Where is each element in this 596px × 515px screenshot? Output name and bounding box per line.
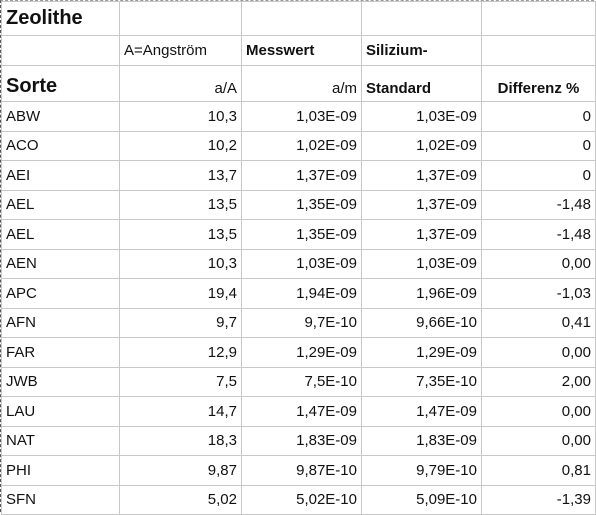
- aA-cell[interactable]: 14,7: [120, 397, 242, 427]
- differenz-cell[interactable]: 0,00: [482, 426, 596, 456]
- silizium-header[interactable]: Silizium-: [362, 36, 482, 66]
- sorte-cell[interactable]: AEN: [2, 249, 120, 279]
- am-cell[interactable]: 1,29E-09: [242, 338, 362, 368]
- am-cell[interactable]: 1,94E-09: [242, 279, 362, 309]
- am-cell[interactable]: 5,02E-10: [242, 485, 362, 515]
- am-cell[interactable]: 1,03E-09: [242, 249, 362, 279]
- standard-cell[interactable]: 1,02E-09: [362, 131, 482, 161]
- aA-cell[interactable]: 7,5: [120, 367, 242, 397]
- aA-cell[interactable]: 5,02: [120, 485, 242, 515]
- sorte-cell[interactable]: ACO: [2, 131, 120, 161]
- am-cell[interactable]: 1,03E-09: [242, 102, 362, 132]
- standard-cell[interactable]: 9,79E-10: [362, 456, 482, 486]
- differenz-cell[interactable]: 0,41: [482, 308, 596, 338]
- aA-header[interactable]: a/A: [120, 66, 242, 102]
- table-row: [2, 190, 596, 220]
- standard-cell[interactable]: 1,29E-09: [362, 338, 482, 368]
- standard-cell[interactable]: 5,09E-10: [362, 485, 482, 515]
- empty-cell[interactable]: [2, 36, 120, 66]
- table-row: [2, 220, 596, 250]
- empty-cell[interactable]: [242, 2, 362, 36]
- empty-cell[interactable]: [482, 2, 596, 36]
- aA-cell[interactable]: 18,3: [120, 426, 242, 456]
- sorte-cell[interactable]: PHI: [2, 456, 120, 486]
- standard-cell[interactable]: 1,37E-09: [362, 161, 482, 191]
- differenz-cell[interactable]: 0,00: [482, 338, 596, 368]
- table-row: [2, 426, 596, 456]
- table-row: [2, 338, 596, 368]
- aA-cell[interactable]: 9,87: [120, 456, 242, 486]
- aA-cell[interactable]: 10,2: [120, 131, 242, 161]
- differenz-cell[interactable]: -1,03: [482, 279, 596, 309]
- am-cell[interactable]: 1,35E-09: [242, 190, 362, 220]
- standard-cell[interactable]: 1,37E-09: [362, 190, 482, 220]
- differenz-cell[interactable]: 0,00: [482, 249, 596, 279]
- am-cell[interactable]: 9,7E-10: [242, 308, 362, 338]
- aA-cell[interactable]: 9,7: [120, 308, 242, 338]
- standard-cell[interactable]: 1,03E-09: [362, 102, 482, 132]
- am-cell[interactable]: 7,5E-10: [242, 367, 362, 397]
- am-cell[interactable]: 1,37E-09: [242, 161, 362, 191]
- table-row: [2, 279, 596, 309]
- sorte-cell[interactable]: NAT: [2, 426, 120, 456]
- differenz-cell[interactable]: -1,48: [482, 190, 596, 220]
- standard-cell[interactable]: 9,66E-10: [362, 308, 482, 338]
- aA-cell[interactable]: 10,3: [120, 249, 242, 279]
- standard-cell[interactable]: 1,47E-09: [362, 397, 482, 427]
- aA-cell[interactable]: 13,7: [120, 161, 242, 191]
- aA-cell[interactable]: 19,4: [120, 279, 242, 309]
- standard-cell[interactable]: 1,03E-09: [362, 249, 482, 279]
- sorte-cell[interactable]: AEL: [2, 190, 120, 220]
- am-cell[interactable]: 9,87E-10: [242, 456, 362, 486]
- differenz-cell[interactable]: 0: [482, 161, 596, 191]
- standard-header[interactable]: Standard: [362, 66, 482, 102]
- differenz-cell[interactable]: 0: [482, 131, 596, 161]
- sorte-header[interactable]: Sorte: [2, 66, 120, 102]
- am-header[interactable]: a/m: [242, 66, 362, 102]
- table-row: [2, 161, 596, 191]
- sorte-cell[interactable]: AEL: [2, 220, 120, 250]
- table-title[interactable]: Zeolithe: [2, 2, 120, 36]
- unit-note-header[interactable]: A=Angström: [120, 36, 242, 66]
- differenz-cell[interactable]: -1,48: [482, 220, 596, 250]
- aA-cell[interactable]: 13,5: [120, 190, 242, 220]
- table-row: [2, 456, 596, 486]
- differenz-header[interactable]: Differenz %: [482, 66, 596, 102]
- differenz-cell[interactable]: 0,00: [482, 397, 596, 427]
- header-row-2: [2, 66, 596, 102]
- table-row: [2, 397, 596, 427]
- aA-cell[interactable]: 12,9: [120, 338, 242, 368]
- messwert-header[interactable]: Messwert: [242, 36, 362, 66]
- differenz-cell[interactable]: 0: [482, 102, 596, 132]
- table-row: [2, 485, 596, 515]
- table-row: [2, 367, 596, 397]
- header-row-1: [2, 36, 596, 66]
- sorte-cell[interactable]: LAU: [2, 397, 120, 427]
- differenz-cell[interactable]: -1,39: [482, 485, 596, 515]
- standard-cell[interactable]: 1,37E-09: [362, 220, 482, 250]
- standard-cell[interactable]: 7,35E-10: [362, 367, 482, 397]
- am-cell[interactable]: 1,83E-09: [242, 426, 362, 456]
- standard-cell[interactable]: 1,96E-09: [362, 279, 482, 309]
- empty-cell[interactable]: [120, 2, 242, 36]
- sorte-cell[interactable]: AEI: [2, 161, 120, 191]
- table-row: [2, 308, 596, 338]
- aA-cell[interactable]: 10,3: [120, 102, 242, 132]
- zeolithe-table: [1, 1, 596, 515]
- am-cell[interactable]: 1,35E-09: [242, 220, 362, 250]
- am-cell[interactable]: 1,02E-09: [242, 131, 362, 161]
- sorte-cell[interactable]: FAR: [2, 338, 120, 368]
- differenz-cell[interactable]: 2,00: [482, 367, 596, 397]
- sorte-cell[interactable]: AFN: [2, 308, 120, 338]
- am-cell[interactable]: 1,47E-09: [242, 397, 362, 427]
- sorte-cell[interactable]: JWB: [2, 367, 120, 397]
- sorte-cell[interactable]: SFN: [2, 485, 120, 515]
- differenz-cell[interactable]: 0,81: [482, 456, 596, 486]
- standard-cell[interactable]: 1,83E-09: [362, 426, 482, 456]
- sorte-cell[interactable]: APC: [2, 279, 120, 309]
- table-row: [2, 249, 596, 279]
- empty-cell[interactable]: [362, 2, 482, 36]
- sorte-cell[interactable]: ABW: [2, 102, 120, 132]
- empty-cell[interactable]: [482, 36, 596, 66]
- table-row: [2, 131, 596, 161]
- table-row: [2, 102, 596, 132]
- aA-cell[interactable]: 13,5: [120, 220, 242, 250]
- title-row: [2, 2, 596, 36]
